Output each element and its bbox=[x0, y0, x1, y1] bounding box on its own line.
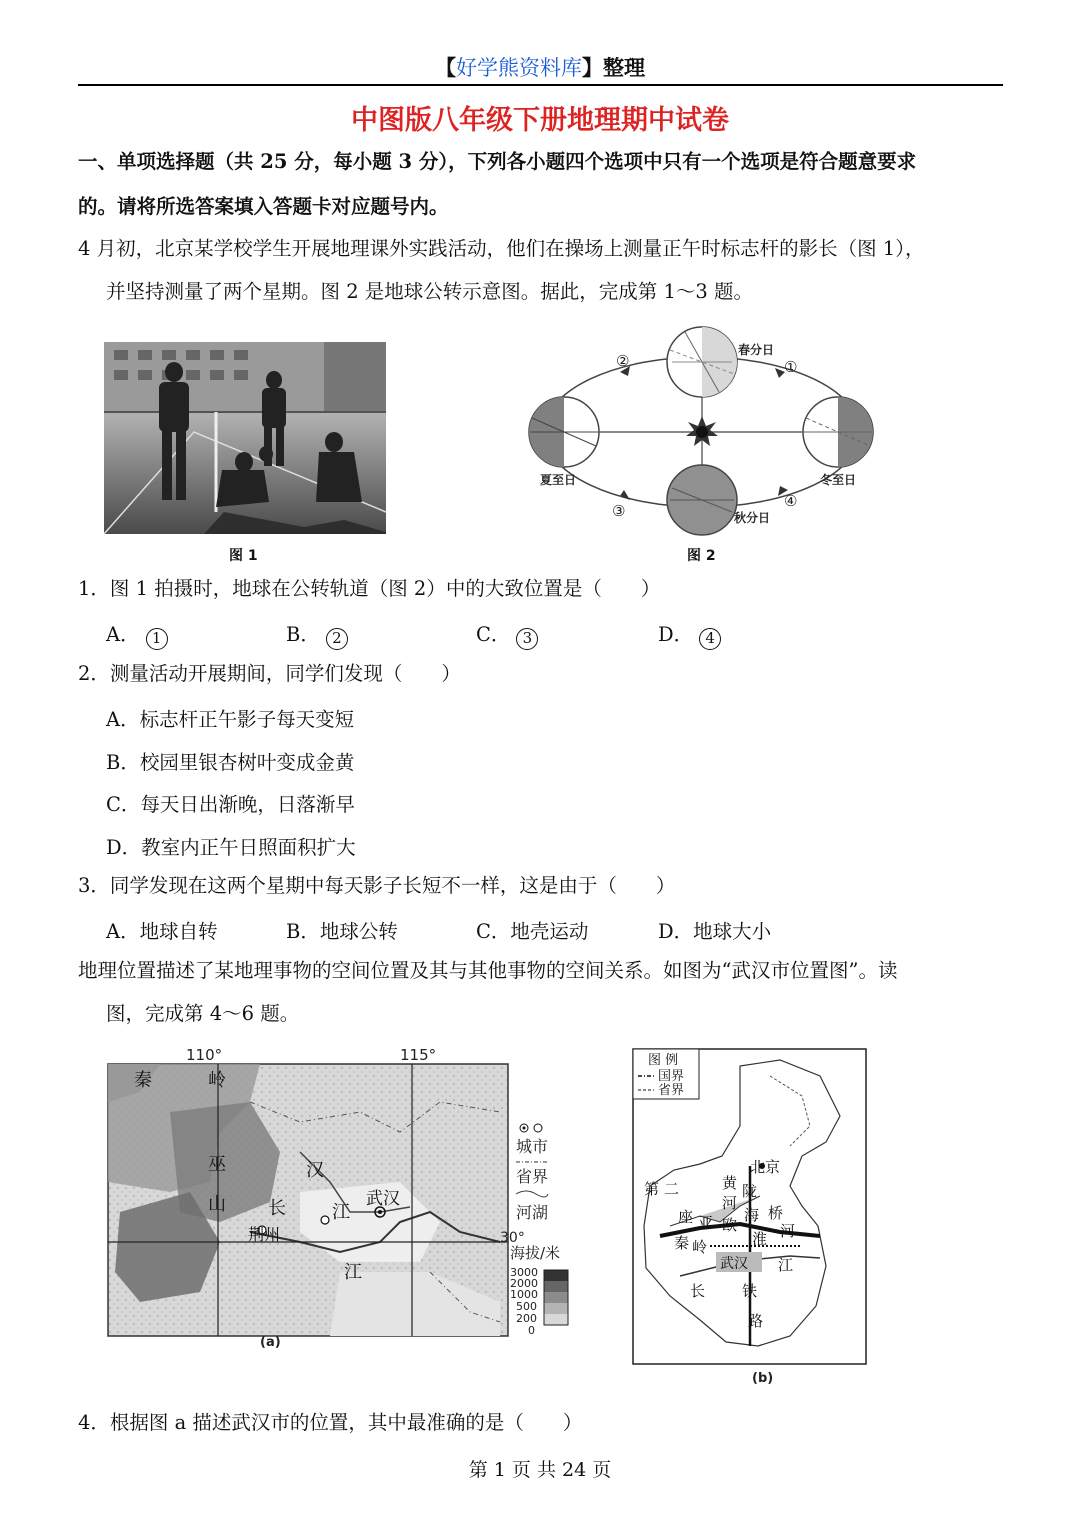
map-a-caption: (a) bbox=[260, 1335, 281, 1350]
marker-1: ① bbox=[784, 358, 798, 376]
q3-stem: 3．同学发现在这两个星期中每天影子长短不一样，这是由于（ ） bbox=[78, 874, 676, 897]
q3-option-a[interactable]: A．地球自转 bbox=[106, 920, 218, 943]
map-a-lat-30: 30° bbox=[500, 1230, 525, 1246]
q3-option-d[interactable]: D．地球大小 bbox=[658, 920, 772, 943]
map-b-chang: 长 bbox=[690, 1282, 706, 1300]
globe-spring bbox=[667, 327, 737, 397]
intro2-line2: 图，完成第 4～6 题。 bbox=[106, 1002, 300, 1025]
fig1-caption: 图 1 bbox=[229, 548, 258, 564]
q2-option-a[interactable]: A．标志杆正午影子每天变短 bbox=[106, 708, 355, 731]
map-b-huai: 淮 bbox=[752, 1230, 768, 1248]
place-qin: 秦 bbox=[134, 1070, 152, 1091]
label-spring: 春分日 bbox=[738, 343, 775, 357]
q3-option-b[interactable]: B．地球公转 bbox=[286, 920, 398, 943]
map-b-ya: 亚 bbox=[698, 1214, 714, 1232]
legend-elev-0: 0 bbox=[528, 1324, 535, 1337]
legend-elev-3000: 3000 bbox=[510, 1266, 538, 1279]
map-b-ou: 欧 bbox=[722, 1216, 738, 1234]
legend-national-border: 国界 bbox=[658, 1069, 685, 1084]
map-b-caption: (b) bbox=[752, 1371, 774, 1386]
map-b-wuhan: 武汉 bbox=[720, 1256, 748, 1272]
map-b-qiao: 桥 bbox=[768, 1204, 784, 1222]
page-footer: 第 1 页 共 24 页 bbox=[468, 1459, 612, 1481]
map-b-hai: 海 bbox=[744, 1206, 760, 1224]
q2-option-c[interactable]: C．每天日出渐晚，日落渐早 bbox=[106, 793, 355, 816]
intro1-line2: 并坚持测量了两个星期。图 2 是地球公转示意图。据此，完成第 1～3 题。 bbox=[106, 280, 754, 303]
intro1-line1: 4 月初，北京某学校学生开展地理课外实践活动，他们在操场上测量正午时标志杆的影长（图 1）， bbox=[78, 237, 925, 260]
q3-option-c[interactable]: C．地壳运动 bbox=[476, 920, 589, 943]
marker-4: ④ bbox=[784, 492, 798, 510]
label-summer: 夏至日 bbox=[540, 473, 577, 487]
map-b-zuo: 座 bbox=[678, 1208, 694, 1226]
circled-number: 2 bbox=[326, 628, 348, 650]
fig1-photo bbox=[104, 342, 386, 534]
place-wu: 巫 bbox=[208, 1154, 226, 1175]
q1-option-b[interactable]: B． 2 bbox=[286, 619, 348, 650]
place-jingzhou: 荆州 bbox=[248, 1225, 281, 1244]
legend-elev-500: 500 bbox=[516, 1300, 537, 1313]
map-b-legend-title: 图 例 bbox=[648, 1053, 679, 1068]
globe-winter bbox=[803, 397, 873, 467]
q2-option-d[interactable]: D．教室内正午日照面积扩大 bbox=[106, 836, 356, 859]
label-winter: 冬至日 bbox=[820, 473, 857, 487]
legend-province-border: 省界 bbox=[658, 1083, 685, 1098]
globe-autumn bbox=[667, 465, 737, 535]
legend-elev-title: 海拔/米 bbox=[510, 1244, 561, 1262]
map-b-huang: 黄 bbox=[722, 1174, 738, 1192]
map-a-lon-115: 115° bbox=[400, 1046, 437, 1064]
map-b-er: 二 bbox=[664, 1180, 680, 1198]
map-b-jiang: 江 bbox=[778, 1256, 794, 1274]
place-han: 汉 bbox=[306, 1160, 324, 1181]
marker-3: ③ bbox=[612, 502, 626, 520]
legend-elev-2000: 2000 bbox=[510, 1277, 538, 1290]
map-a-lon-110: 110° bbox=[186, 1046, 223, 1064]
header-open: 【 bbox=[435, 55, 456, 80]
q1-stem: 1．图 1 拍摄时，地球在公转轨道（图 2）中的大致位置是（ ） bbox=[78, 577, 661, 600]
q2-option-b[interactable]: B．校园里银杏树叶变成金黄 bbox=[106, 751, 355, 774]
label-autumn: 秋分日 bbox=[734, 511, 771, 525]
place-shan: 山 bbox=[208, 1194, 226, 1215]
map-b-long: 陇 bbox=[742, 1182, 758, 1200]
map-b-he-2: 河 bbox=[780, 1222, 796, 1240]
marker-2: ② bbox=[616, 352, 630, 370]
q2-stem: 2．测量活动开展期间，同学们发现（ ） bbox=[78, 662, 461, 685]
header-brand: 好学熊资料库 bbox=[456, 56, 582, 80]
map-b bbox=[630, 1046, 870, 1392]
section1-line2: 的。请将所选答案填入答题卡对应题号内。 bbox=[78, 195, 449, 218]
circled-number: 3 bbox=[516, 628, 538, 650]
legend-elev-1000: 1000 bbox=[510, 1288, 538, 1301]
map-b-qin: 秦 bbox=[674, 1234, 690, 1252]
map-b-he: 河 bbox=[722, 1194, 738, 1212]
map-b-di: 第 bbox=[644, 1180, 660, 1198]
page-title: 中图版八年级下册地理期中试卷 bbox=[351, 105, 729, 136]
place-ling: 岭 bbox=[208, 1070, 226, 1091]
place-wuhan: 武汉 bbox=[366, 1189, 400, 1209]
legend-elev-200: 200 bbox=[516, 1312, 537, 1325]
fig2-caption: 图 2 bbox=[687, 548, 716, 564]
map-b-beijing: 北京 bbox=[750, 1158, 781, 1176]
section1-line1: 一、单项选择题（共 25 分，每小题 3 分），下列各小题四个选项中只有一个选项是符合题意要求 bbox=[78, 150, 917, 173]
circled-number: 1 bbox=[146, 628, 168, 650]
legend-province: 省界 bbox=[516, 1167, 549, 1186]
fig2-orbit-diagram bbox=[520, 320, 880, 540]
q1-option-d[interactable]: D． 4 bbox=[658, 619, 721, 650]
map-a bbox=[100, 1042, 580, 1362]
q4-stem: 4．根据图 a 描述武汉市的位置，其中最准确的是（ ） bbox=[78, 1411, 583, 1434]
circled-number: 4 bbox=[699, 628, 721, 650]
intro2-line1: 地理位置描述了某地理事物的空间位置及其与其他事物的空间关系。如图为“武汉市位置图”。读 bbox=[78, 959, 898, 982]
legend-city: 城市 bbox=[516, 1137, 549, 1156]
place-chang: 长 bbox=[268, 1198, 286, 1219]
map-b-lu: 路 bbox=[748, 1312, 764, 1330]
header-divider bbox=[78, 84, 1003, 86]
legend-river: 河湖 bbox=[516, 1203, 549, 1222]
header-close: 】整理 bbox=[582, 55, 645, 80]
map-b-tie: 铁 bbox=[742, 1282, 758, 1300]
page-header bbox=[0, 52, 1080, 82]
q1-option-a[interactable]: A． 1 bbox=[106, 619, 168, 650]
map-b-ling: 岭 bbox=[692, 1238, 708, 1256]
place-jiang: 江 bbox=[332, 1202, 350, 1223]
q1-option-c[interactable]: C． 3 bbox=[476, 619, 538, 650]
globe-summer bbox=[529, 397, 599, 467]
place-jiang-2: 江 bbox=[344, 1262, 362, 1283]
